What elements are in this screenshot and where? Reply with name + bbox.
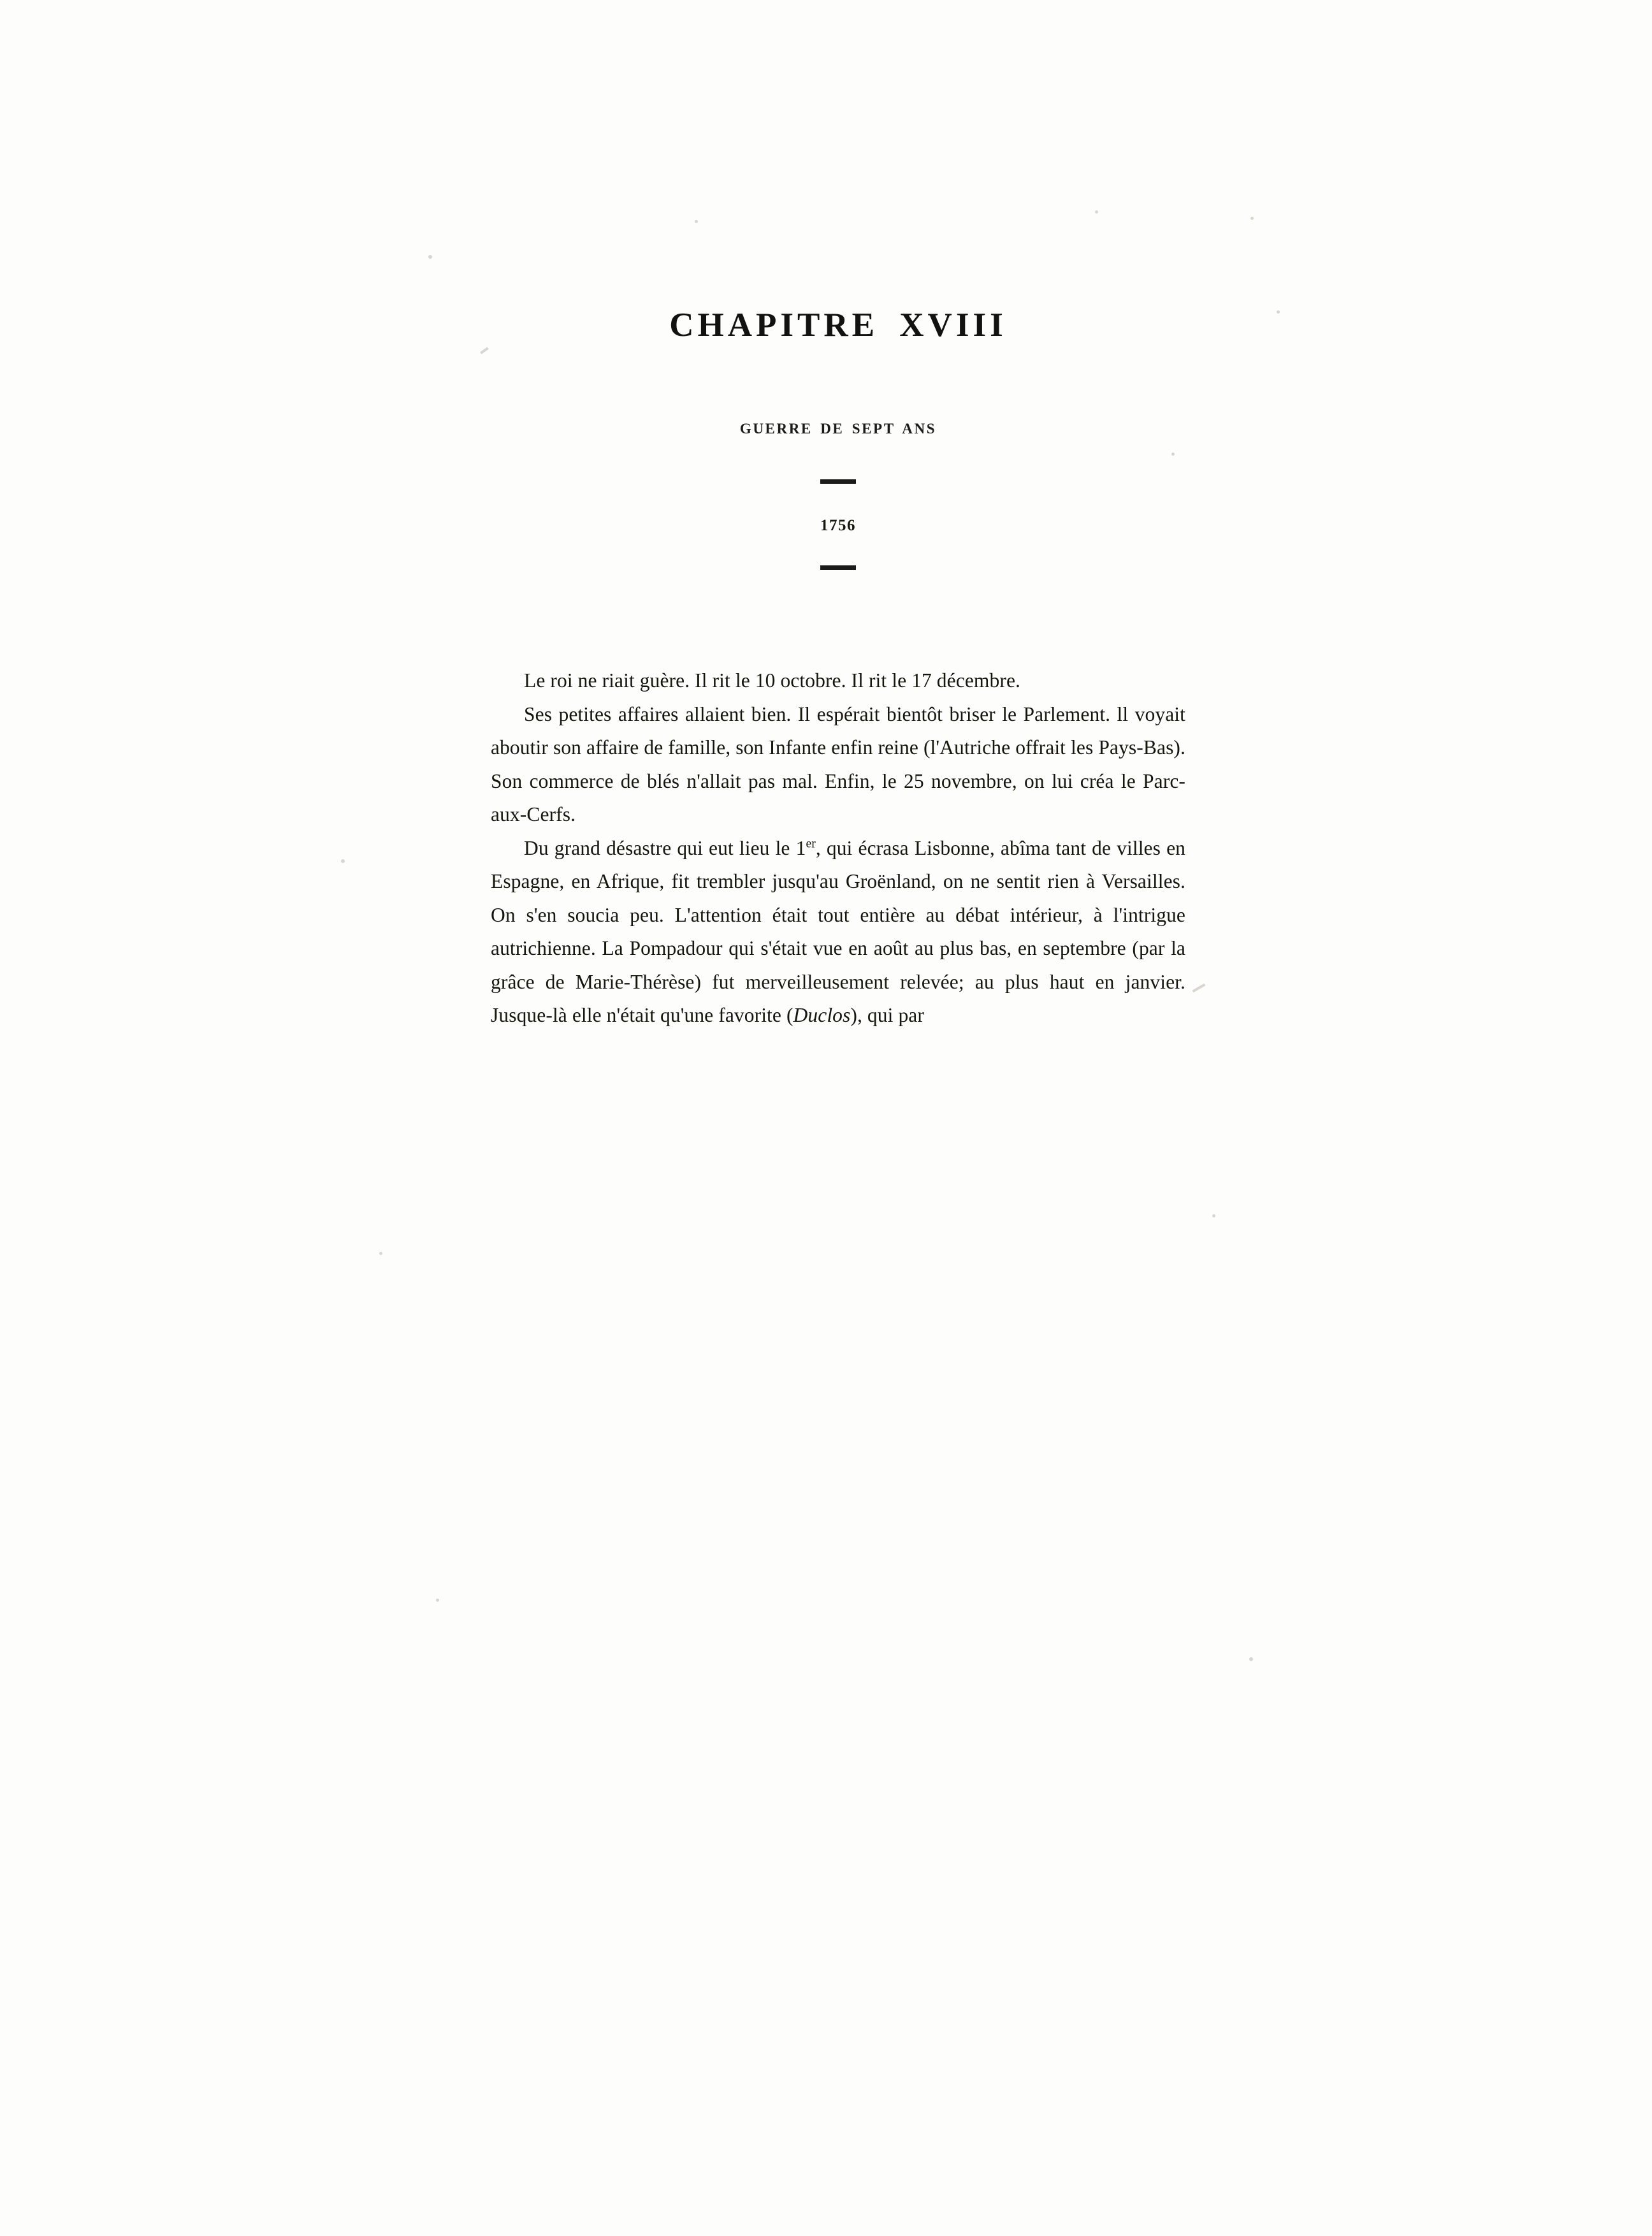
paper-speck	[695, 220, 698, 223]
divider-rule-bottom	[820, 565, 856, 570]
paper-speck	[1250, 217, 1254, 220]
paper-speck	[480, 347, 489, 354]
paper-speck	[1192, 984, 1205, 992]
paper-speck	[1249, 1657, 1253, 1661]
body-text	[491, 664, 1185, 1033]
paper-speck	[341, 859, 345, 863]
paper-speck	[1095, 210, 1098, 214]
paragraph: Du grand désastre qui eut lieu le 1er, qui écrasa Lisbonne, abîma tant de villes en Espagne, en Afrique, fit trembler jusqu'au Groënland, on ne sentit rien à Versailles. On s'en soucia peu. L'attention était tout entière au débat intérieur, à l'intrigue autrichienne. La Pompadour qui s'était vue en août au plus bas, en septembre (par la grâce de Marie-Thérèse) fut merveilleusement relevée; au plus haut en janvier. Jusque-là elle n'était qu'une favorite (Duclos), qui par	[491, 836, 1186, 1026]
chapter-year: 1756	[820, 517, 856, 534]
paper-speck	[428, 255, 432, 259]
divider-rule-top	[820, 479, 856, 484]
paper-speck	[1277, 310, 1280, 314]
chapter-title: CHAPITRE XVIII	[669, 307, 1007, 344]
paper-speck	[379, 1252, 382, 1255]
chapter-subtitle: GUERRE DE SEPT ANS	[739, 421, 937, 437]
paper-speck	[436, 1599, 439, 1602]
paragraph: Ses petites affaires allaient bien. Il espérait bientôt briser le Parlement. ll voyait aboutir son affaire de famille, son Infante enfin reine (l'Autriche offrait les Pays-Bas). Son commerce de blés n'allait pas mal. Enfin, le 25 novembre, on lui créa le Parc-aux-Cerfs.	[491, 702, 1185, 825]
paragraph: Le roi ne riait guère. Il rit le 10 octobre. Il rit le 17 décembre.	[524, 669, 1021, 692]
page-content	[491, 306, 1185, 1033]
paper-speck	[1212, 1214, 1215, 1217]
